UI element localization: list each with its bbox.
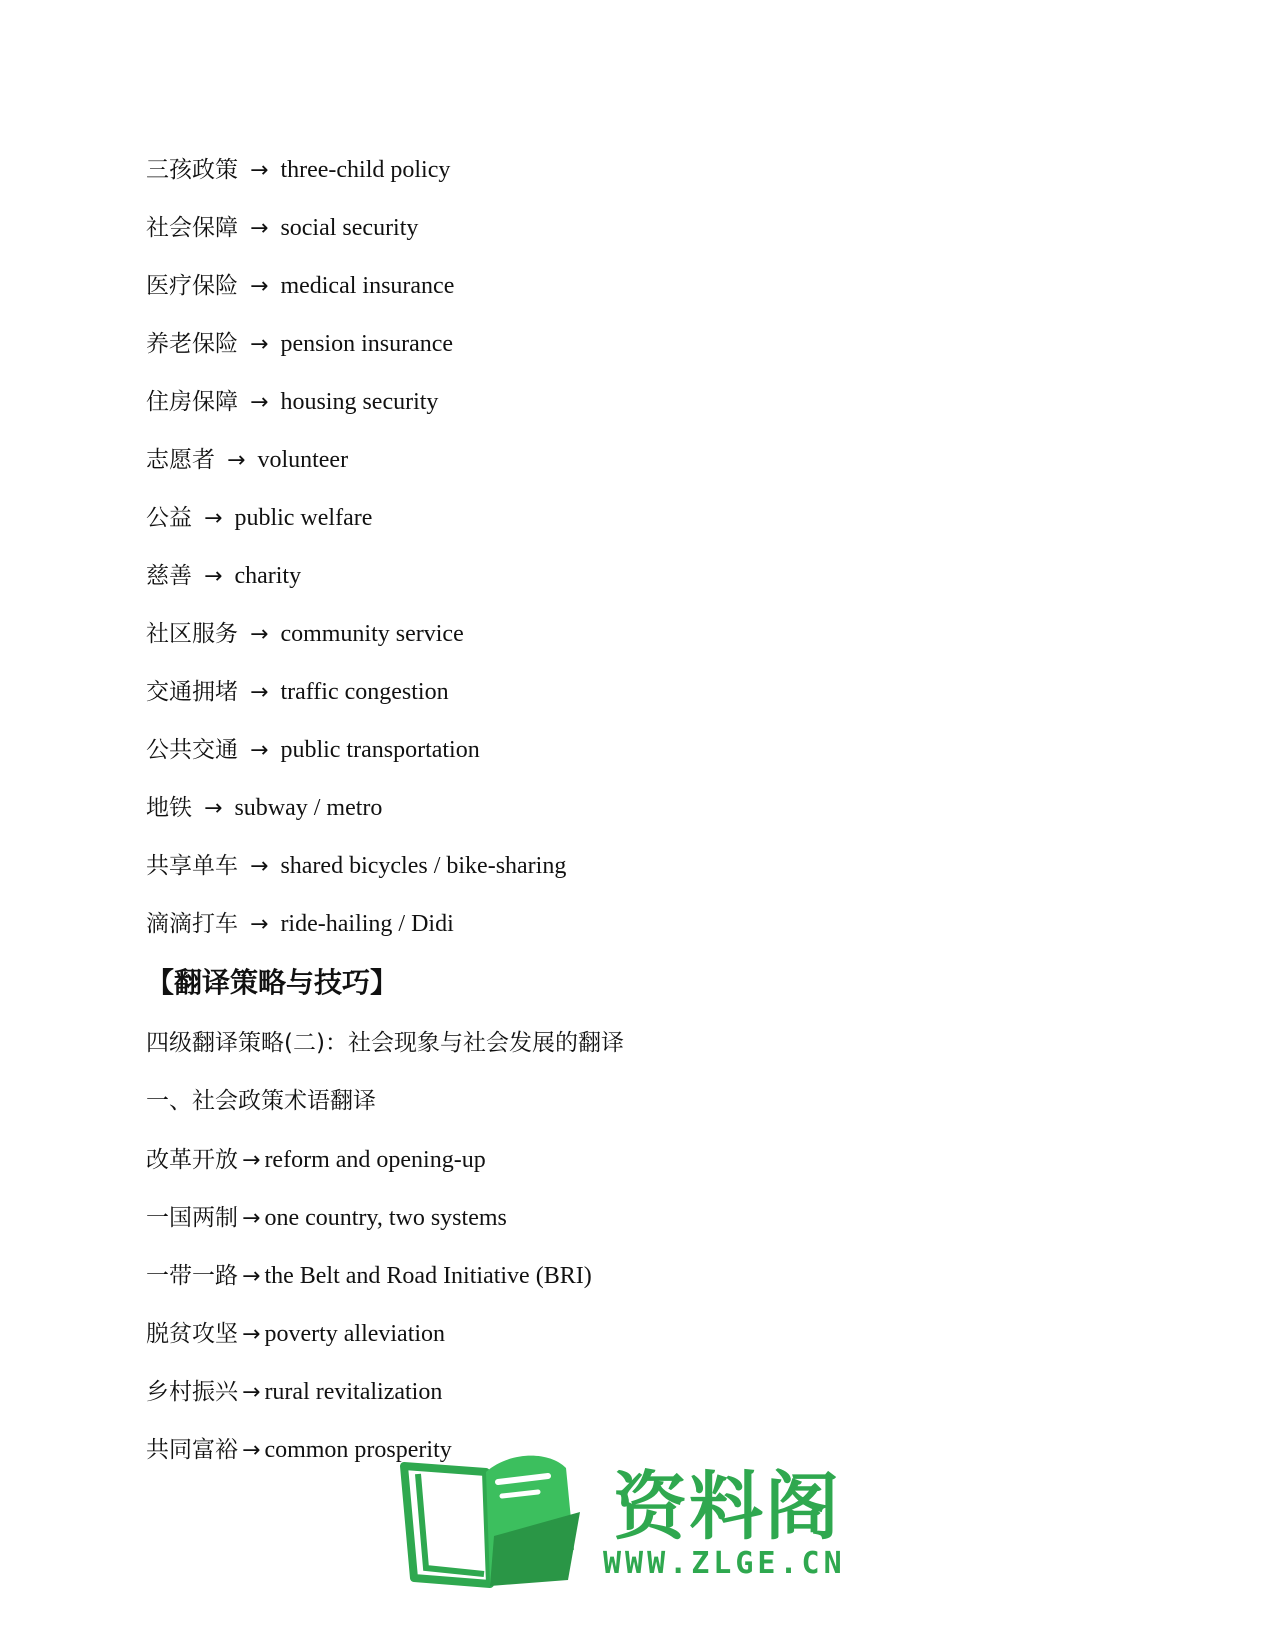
arrow-icon: → xyxy=(250,332,269,357)
arrow-icon: → xyxy=(242,1322,261,1347)
arrow-icon: → xyxy=(250,738,269,763)
term-english: public transportation xyxy=(280,737,480,763)
term-chinese: 地铁 xyxy=(146,795,192,821)
term-row xyxy=(146,372,1146,430)
term-row xyxy=(146,198,1146,256)
term-row xyxy=(146,604,1146,662)
arrow-icon: → xyxy=(204,796,223,821)
arrow-icon: → xyxy=(250,912,269,937)
arrow-icon: → xyxy=(242,1206,261,1231)
term-english: the Belt and Road Initiative (BRI) xyxy=(264,1263,592,1289)
term-english: housing security xyxy=(280,389,439,415)
term-english: social security xyxy=(280,215,419,241)
term-chinese: 志愿者 xyxy=(146,447,215,473)
term-english: community service xyxy=(280,621,464,647)
arrow-icon: → xyxy=(242,1264,261,1289)
term-row xyxy=(146,1188,1146,1246)
term-english: ride-hailing / Didi xyxy=(280,911,454,937)
term-list-a xyxy=(146,140,1146,952)
watermark-url: WWW.ZLGE.CN xyxy=(603,1546,846,1581)
term-english: poverty alleviation xyxy=(264,1321,446,1347)
term-row xyxy=(146,1304,1146,1362)
term-row xyxy=(146,430,1146,488)
term-row xyxy=(146,546,1146,604)
term-chinese: 一带一路 xyxy=(146,1263,238,1289)
term-chinese: 三孩政策 xyxy=(146,157,238,183)
term-row xyxy=(146,1362,1146,1420)
arrow-icon: → xyxy=(227,448,246,473)
arrow-icon: → xyxy=(250,854,269,879)
term-row xyxy=(146,488,1146,546)
term-row xyxy=(146,1130,1146,1188)
term-chinese: 滴滴打车 xyxy=(146,911,238,937)
book-folder-icon xyxy=(398,1446,598,1596)
arrow-icon: → xyxy=(250,274,269,299)
term-row xyxy=(146,1246,1146,1304)
arrow-icon: → xyxy=(242,1438,261,1463)
strategy-title: 四级翻译策略(二)：社会现象与社会发展的翻译 xyxy=(146,1030,624,1056)
term-row xyxy=(146,314,1146,372)
term-chinese: 医疗保险 xyxy=(146,273,238,299)
watermark-brand: 资料阁 xyxy=(613,1464,841,1550)
term-chinese: 一国两制 xyxy=(146,1205,238,1231)
term-english: charity xyxy=(234,563,302,589)
term-row xyxy=(146,662,1146,720)
term-row xyxy=(146,140,1146,198)
arrow-icon: → xyxy=(250,680,269,705)
term-english: one country, two systems xyxy=(264,1205,507,1231)
term-chinese: 共同富裕 xyxy=(146,1437,238,1463)
term-english: common prosperity xyxy=(264,1437,452,1463)
term-english: medical insurance xyxy=(280,273,455,299)
term-chinese: 乡村振兴 xyxy=(146,1379,238,1405)
arrow-icon: → xyxy=(250,622,269,647)
watermark-logo xyxy=(398,1446,878,1596)
term-chinese: 交通拥堵 xyxy=(146,679,238,705)
term-english: shared bicycles / bike-sharing xyxy=(280,853,567,879)
arrow-icon: → xyxy=(204,506,223,531)
term-chinese: 脱贫攻坚 xyxy=(146,1321,238,1347)
term-english: public welfare xyxy=(234,505,373,531)
arrow-icon: → xyxy=(204,564,223,589)
term-english: pension insurance xyxy=(280,331,454,357)
subsection-title: 一、社会政策术语翻译 xyxy=(146,1088,376,1114)
term-chinese: 住房保障 xyxy=(146,389,238,415)
term-chinese: 公益 xyxy=(146,505,192,531)
term-chinese: 改革开放 xyxy=(146,1147,238,1173)
term-chinese: 社区服务 xyxy=(146,621,238,647)
term-row xyxy=(146,778,1146,836)
term-row xyxy=(146,894,1146,952)
term-chinese: 慈善 xyxy=(146,563,192,589)
arrow-icon: → xyxy=(250,158,269,183)
term-english: subway / metro xyxy=(234,795,383,821)
term-english: traffic congestion xyxy=(280,679,449,705)
term-row xyxy=(146,836,1146,894)
term-english: reform and opening-up xyxy=(264,1147,486,1173)
arrow-icon: → xyxy=(250,390,269,415)
term-chinese: 社会保障 xyxy=(146,215,238,241)
term-chinese: 养老保险 xyxy=(146,331,238,357)
arrow-icon: → xyxy=(242,1148,261,1173)
term-row xyxy=(146,256,1146,314)
arrow-icon: → xyxy=(242,1380,261,1405)
term-english: rural revitalization xyxy=(264,1379,443,1405)
arrow-icon: → xyxy=(250,216,269,241)
section-heading: 【翻译策略与技巧】 xyxy=(146,966,399,999)
term-row xyxy=(146,720,1146,778)
term-english: three-child policy xyxy=(280,157,451,183)
term-english: volunteer xyxy=(257,447,349,473)
term-chinese: 公共交通 xyxy=(146,737,238,763)
term-list-b xyxy=(146,1130,1146,1478)
term-chinese: 共享单车 xyxy=(146,853,238,879)
document-body xyxy=(146,140,1146,1478)
